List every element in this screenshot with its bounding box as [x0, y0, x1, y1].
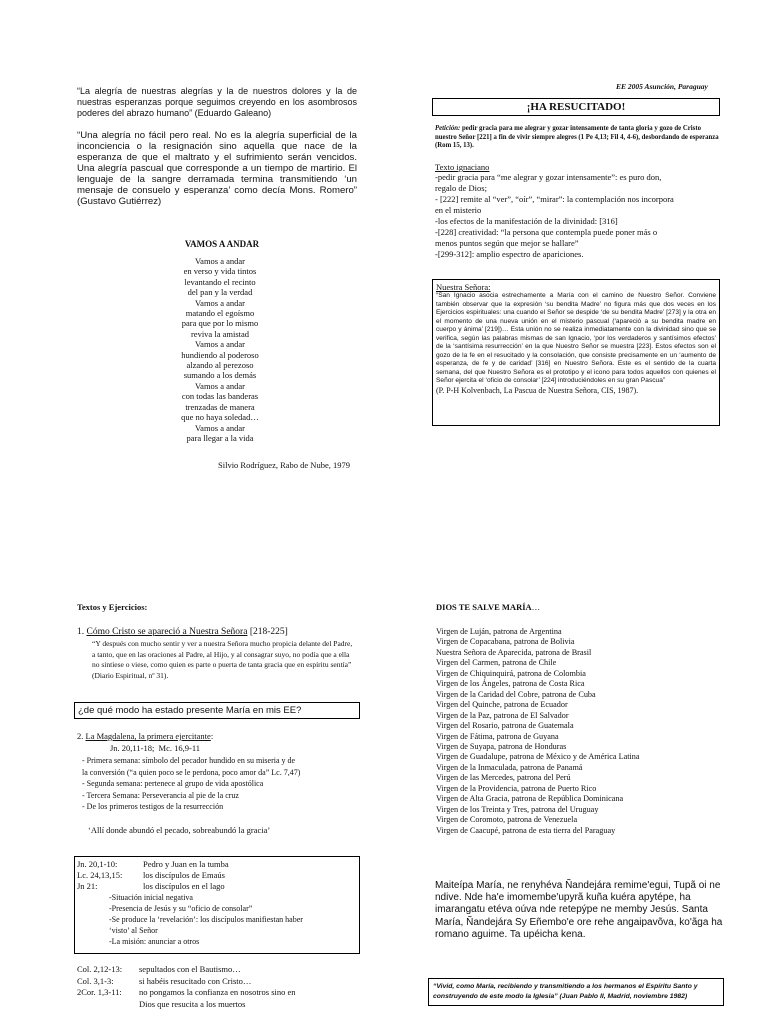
virgen-line: Virgen de Copacabana, patrona de Bolivia — [436, 637, 575, 647]
col-ref: Col. 2,12-13: — [77, 964, 123, 974]
col-ref: 2Cor. 1,3-11: — [77, 987, 122, 997]
item2-line: - Segunda semana: pertenece al grupo de vida apostólica — [82, 779, 264, 788]
virgen-line: Virgen de la Providencia, patrona de Puerto Rico — [436, 783, 597, 793]
quote-galeano: “La alegría de nuestras alegrías y la de nuestros dolores y la de nuestras esperanzas porque seguimos creyendo en los asombrosos poderes del abrazo humano” (Eduardo Galeano) — [77, 86, 357, 118]
item1-title: Cómo Cristo se apareció a Nuestra Señora — [86, 627, 248, 637]
item2-line: - Primera semana: símbolo del pecador hundido en su miseria y de — [82, 756, 296, 765]
dios-te-salve-heading-text: DIOS TE SALVE MARÍA — [436, 602, 532, 612]
item2-quote: ‘Allí donde abundó el pecado, sobreabundó la gracia’ — [88, 825, 271, 835]
poem-line: Vamos a andar — [194, 297, 246, 308]
texto-ignaciano-line: menos puntos según que mejor se hallare” — [435, 238, 579, 248]
poem-line: alzando al perezoso — [186, 360, 254, 371]
apariciones-text: Pedro y Juan en la tumba — [143, 859, 229, 869]
texto-ignaciano-heading: Texto ignaciano — [435, 162, 490, 172]
col-ref: Col. 3,1-3: — [77, 975, 114, 986]
item2-title: La Magdalena, la primera ejercitante — [85, 731, 211, 741]
peticion — [435, 125, 720, 151]
virgen-line: Virgen de los Treinta y Tres, patrona del Uruguay — [436, 804, 599, 814]
item1-quote: “Y después con mucho sentir y ver a nuestra Señora mucho propicia delante del Padre, a tanto, que en las oraciones al Padre, al Hijo, y al consagrar suyo, no podía que a ella no sintiese o viese, como quien es parte o puerta de tanta gracia que en espíritu sentía” (Diario Espiritual, nº 31). — [92, 639, 353, 680]
poem-line: Vamos a andar — [194, 380, 246, 391]
apariciones-ref: Jn. 20,1-10: — [77, 859, 118, 869]
header-location: EE 2005 Asunción, Paraguay — [616, 82, 708, 91]
virgen-line: Virgen de Fátima, patrona de Guyana — [436, 731, 559, 741]
apariciones-ref: Jn 21: — [77, 881, 98, 891]
poem-line: Vamos a andar — [194, 256, 246, 266]
nuestra-senora-box — [432, 279, 720, 426]
poem-line: Vamos a andar — [194, 339, 246, 350]
poem-line: del pan y la verdad — [187, 287, 253, 298]
virgen-line: Virgen de las Mercedes, patrona del Perú — [436, 773, 571, 783]
poem-line: trenzadas de manera — [185, 401, 255, 412]
item2-title-line — [77, 731, 213, 741]
col-ref-row — [77, 987, 362, 999]
nuestra-senora-heading: Nuestra Señora: — [436, 282, 491, 292]
virgen-list — [436, 627, 726, 836]
virgen-line: Virgen de Caacupé, patrona de esta tierra del Paraguay — [436, 825, 616, 835]
guarani-prayer: Maiteípa María, ne renyhéva Ñandejára remime'egui, Tupã oi ne ndive. Nde ha'e imomembe'upyrã kuña kuéra apytépe, ha imarangatu etéva oúva nde retepýpe ne memby Jesús. Santa María, Ñandejára Sy Eñembo'e ore rehe angaipavõva, ko'ãga ha romano aguime. Ta upéicha kena. — [435, 880, 723, 940]
poem-line: Vamos a andar — [194, 422, 246, 433]
poem-line: reviva la amistad — [190, 328, 250, 339]
virgen-line: Virgen de la Inmaculada, patrona de Panamá — [436, 762, 583, 772]
virgen-line: Virgen de la Caridad del Cobre, patrona de Cuba — [436, 689, 596, 699]
item2-line: - Tercera Semana: Perseverancia al pie de la cruz — [82, 790, 239, 800]
virgen-line: Nuestra Señora de Aparecida, patrona de Brasil — [436, 647, 592, 657]
virgen-line: Virgen de la Paz, patrona de El Salvador — [436, 710, 569, 720]
textos-heading: Textos y Ejercicios: — [77, 602, 148, 612]
quote-gutierrez: “Una alegría no fácil pero real. No es la alegría superficial de la inconciencia o la resignación sino aquella que nace de la esperanza de que el maltrato y el sufrimiento serán vencidos. Una alegría pascual que corresponde a un tiempo de martirio. El lenguaje de la sangre derramada termina transmitiendo ‘un mensaje de consuelo y esperanza’ como decía Mons. Romero” (Gustavo Gutiérrez) — [77, 130, 357, 207]
final-quote-box: “Vivid, como María, recibiendo y transmitiendo a los hermanos el Espíritu Santo y construyendo de este modo la Iglesia” (Juan Pablo II, Madrid, noviembre 1982) — [428, 978, 724, 1006]
item2-line: - De los primeros testigos de la resurrección — [82, 802, 224, 811]
poem-line: hundiendo al poderoso — [181, 349, 259, 360]
peticion-text: pedir gracia para me alegrar y gozar intensamente de tanta gloria y gozo de Cristo nuestro Señor [221] a fin de vivir siempre alegres (1 Pe 4,13; Fil 4, 4-6), desbordando de esperanza (Rom 15, 13). — [435, 125, 719, 149]
col-ref-text: sepultados con el Bautismo… — [139, 964, 241, 974]
virgen-line: Virgen de Guadalupe, patrona de México y de América Latina — [436, 752, 640, 762]
poem-line: que no haya soledad… — [181, 412, 259, 423]
apariciones-row — [77, 859, 357, 870]
apariciones-bullet: -La misión: anunciar a otros — [109, 937, 200, 946]
virgen-line: Virgen de los Ángeles, patrona de Costa Rica — [436, 679, 585, 689]
texto-ignaciano-line: regalo de Dios; — [435, 183, 487, 193]
virgen-line: Virgen de Coromoto, patrona de Venezuela — [436, 815, 578, 825]
virgen-line: Virgen de Suyapa, patrona de Honduras — [436, 741, 567, 751]
texto-ignaciano-line: -[299-312]: amplio espectro de apariciones. — [435, 249, 584, 259]
item2-line: la conversión (“a quien poco se le perdona, poco amor da” Lc. 7,47) — [82, 767, 301, 777]
apariciones-bullet: -Situación inicial negativa — [109, 893, 193, 902]
apariciones-bullet: -Presencia de Jesús y su “oficio de consolar” — [109, 904, 253, 913]
texto-ignaciano-line: en el misterio — [435, 205, 482, 215]
poem-line: para que por lo mismo — [181, 318, 259, 329]
nuestra-senora-text: “San Ignacio asocia estrechamente a María con el camino de Nuestro Señor. Conviene también observar que la expresión ‘su bendita Madre’ no figura más que dos veces en los Ejercicios espirituales: una cuando el Señor se despide ‘de su bendita Madre’ [273] y la otra en el momento de una nueva unión en el misterio pascual (‘apareció a su bendita madre en cuerpo y ánima’ [219])… Esta unión no se realiza inmediatamente con la divinidad sino que se verifica, según las palabras mismas de san Ignacio, ‘por los verdaderos y santísimos efectos’ de la ‘santísima resurrección’ en la que Nuestro Señor se muestra [223]. Estos efectos son el gozo de la fe en el resucitado y la consolación, que consiste precisamente en un ‘aumento de esperanza, de fe y de caridad’ [316] en Nuestro Señora. Este es el sentido de la cuarta semana, del que Nuestro Señora es el prototipo y el icono para todos aquellos con quienes el Señor ejercita el ‘oficio de consolar’ [224] introduciéndoles en su gran Pascua” — [436, 292, 716, 385]
col-refs — [77, 964, 362, 1010]
page-title: ¡HA RESUCITADO! — [432, 98, 720, 116]
poem-line: levantando el recinto — [184, 276, 256, 287]
texto-ignaciano-line: -pedir gracia para “me alegrar y gozar intensamente”: es puro don, — [435, 172, 662, 182]
item2-lines — [82, 755, 362, 813]
col-ref-text: no pongamos la confianza en nosotros sino en — [139, 987, 296, 997]
poem-lines — [145, 256, 295, 443]
poem-line: matando el egoísmo — [185, 308, 255, 319]
apariciones-ref: Lc. 24,13,15: — [77, 870, 123, 880]
dios-te-salve-heading — [436, 602, 540, 612]
texto-ignaciano-line: -los efectos de la manifestación de la divinidad: [316] — [435, 216, 618, 226]
apariciones-bullet: -Se produce la ‘revelación’: los discípulos manifiestan haber — [109, 915, 303, 924]
virgen-line: Virgen del Carmen, patrona de Chile — [436, 658, 557, 668]
item1-num: 1. — [77, 627, 87, 637]
virgen-line: Virgen de Alta Gracia, patrona de República Dominicana — [436, 794, 624, 804]
apariciones-row — [77, 870, 357, 881]
item2-refs: Jn. 20,11-18; Mc. 16,9-11 — [110, 743, 201, 753]
virgen-line: Virgen de Luján, patrona de Argentina — [436, 627, 562, 636]
item1-title-line — [77, 627, 288, 637]
nuestra-senora-citation: (P. P-H Kolvenbach, La Pascua de Nuestra Señora, CIS, 1987). — [436, 386, 639, 396]
virgen-line: Virgen de Chiquinquirá, patrona de Colombia — [436, 668, 586, 678]
item2-num: 2. — [77, 731, 86, 741]
apariciones-row — [77, 881, 357, 892]
texto-ignaciano-line: -[228] creatividad: “la persona que contempla puede poner más o — [435, 227, 658, 237]
col-ref-text: si habéis resucitado con Cristo… — [139, 975, 252, 986]
apariciones-text: los discípulos en el lago — [143, 881, 225, 891]
col-ref-row — [77, 976, 362, 988]
poem-line: con todas las banderas — [181, 391, 259, 402]
poem-line: para llegar a la vida — [186, 432, 254, 443]
apariciones-bullet: ‘visto’ al Señor — [109, 926, 158, 935]
virgen-line: Virgen del Rosario, patrona de Guatemala — [436, 721, 574, 731]
poem-title: VAMOS A ANDAR — [184, 239, 260, 249]
col-ref-row — [77, 999, 362, 1011]
poem-line: en verso y vida tintos — [183, 266, 257, 277]
col-ref-row — [77, 964, 362, 976]
col-ref-text: Dios que resucita a los muertos — [139, 998, 246, 1009]
apariciones-rows — [77, 859, 357, 892]
virgen-line: Virgen del Quinche, patrona de Ecuador — [436, 700, 568, 710]
texto-ignaciano-lines — [435, 172, 720, 260]
apariciones-text: los discípulos de Emaús — [143, 870, 225, 880]
question-box: ¿de qué modo ha estado presente María en mis EE? — [74, 702, 360, 719]
dios-te-salve-heading-tail: … — [531, 602, 541, 612]
texto-ignaciano-line: - [222] remite al “ver”, “oír”, “mirar”: la contemplación nos incorpora — [435, 194, 674, 204]
peticion-label: Petición: — [435, 125, 461, 132]
item2-colon: : — [210, 731, 214, 741]
poem-author: Silvio Rodríguez, Rabo de Nube, 1979 — [218, 460, 350, 470]
poem-line: sumando a los demás — [183, 370, 257, 381]
apariciones-bullets — [109, 892, 357, 947]
item1-ref: [218-225] — [247, 627, 288, 637]
apariciones-box — [74, 856, 360, 954]
